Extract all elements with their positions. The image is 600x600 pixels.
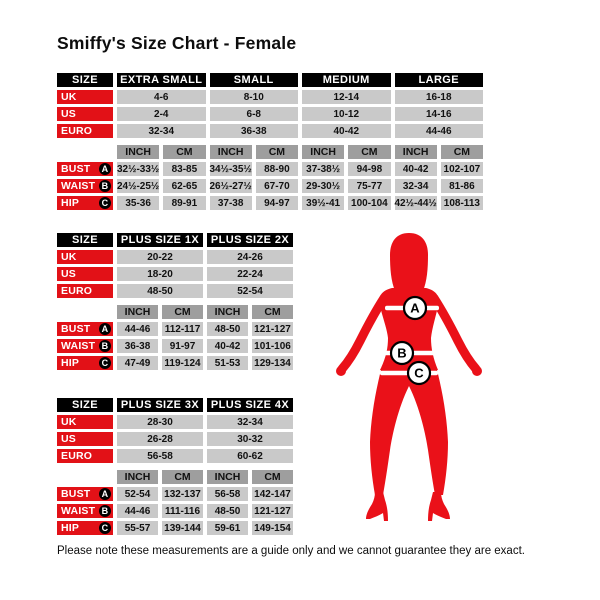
size-value-cell: 44-46	[395, 124, 484, 138]
unit-header-inch: INCH	[395, 145, 437, 159]
size-value-cell: 14-16	[395, 107, 484, 121]
unit-header-cm: CM	[252, 305, 293, 319]
row-label-bust	[57, 487, 113, 501]
silhouette-left-leg	[370, 364, 409, 495]
measurement-inch-cell: 32½-33½	[117, 163, 160, 175]
size-table-plus-1x-2x	[57, 233, 293, 370]
measurement-inch-cell: 42½-44½	[394, 197, 437, 209]
silhouette-right-foot	[428, 492, 450, 521]
units-row-blank	[57, 470, 113, 484]
row-label-uk: UK	[57, 415, 113, 429]
measurement-cm-cell: 94-97	[256, 196, 298, 210]
size-table-plus-3x-4x	[57, 398, 293, 535]
measurement-inch-cell: 47-49	[117, 356, 158, 370]
row-label-bust	[57, 162, 113, 176]
measurement-inch-cell: 44-46	[117, 504, 158, 518]
measurement-inch-cell: 59-61	[207, 521, 248, 535]
column-header-plus-size-1x: PLUS SIZE 1X	[117, 233, 203, 247]
measurement-inch-cell: 26½-27½	[209, 180, 252, 192]
measurement-cm-cell: 88-90	[256, 162, 298, 176]
size-value-cell: 24-26	[207, 250, 293, 264]
measurement-cm-cell: 139-144	[162, 521, 203, 535]
size-value-cell: 36-38	[210, 124, 299, 138]
marker-a-badge: A	[99, 323, 111, 335]
hip-marker-letter: C	[414, 365, 424, 381]
measurement-cm-cell: 112-117	[162, 322, 203, 336]
unit-header-inch: INCH	[210, 145, 252, 159]
row-label-text: BUST	[61, 323, 91, 335]
unit-header-inch: INCH	[117, 145, 159, 159]
waist-marker-letter: B	[397, 345, 407, 361]
row-label-us: US	[57, 432, 113, 446]
row-label-waist	[57, 179, 113, 193]
bust-marker-letter: A	[410, 300, 420, 316]
size-column-header: SIZE	[57, 398, 113, 412]
measurement-cm-cell: 89-91	[163, 196, 205, 210]
row-label-text: WAIST	[61, 505, 96, 517]
measurement-inch-cell: 52-54	[117, 487, 158, 501]
silhouette-left-foot	[366, 492, 388, 521]
row-label-text: WAIST	[61, 180, 96, 192]
column-header-large: LARGE	[395, 73, 484, 87]
row-label-uk: UK	[57, 250, 113, 264]
row-label-hip	[57, 196, 113, 210]
measurement-inch-cell: 37-38	[210, 196, 252, 210]
measurement-inch-cell: 48-50	[207, 322, 248, 336]
measurement-inch-cell: 35-36	[117, 196, 159, 210]
row-label-us: US	[57, 267, 113, 281]
row-label-euro: EURO	[57, 449, 113, 463]
female-silhouette-figure	[330, 228, 490, 528]
measurement-inch-cell: 44-46	[117, 322, 158, 336]
measurement-cm-cell: 149-154	[252, 521, 293, 535]
column-header-medium: MEDIUM	[302, 73, 391, 87]
silhouette-head-hair	[390, 233, 428, 294]
marker-c-badge: C	[99, 197, 111, 209]
size-column-header: SIZE	[57, 233, 113, 247]
measurement-inch-cell: 34½-35½	[209, 163, 252, 175]
marker-a-badge: A	[99, 163, 111, 175]
measurement-cm-cell: 67-70	[256, 179, 298, 193]
measurement-cm-cell: 111-116	[162, 504, 203, 518]
measurement-cm-cell: 121-127	[252, 504, 293, 518]
row-label-waist	[57, 339, 113, 353]
unit-header-inch: INCH	[207, 305, 248, 319]
units-row-blank	[57, 145, 113, 159]
row-spacer	[57, 301, 293, 302]
size-value-cell: 6-8	[210, 107, 299, 121]
measurement-cm-cell: 94-98	[348, 162, 390, 176]
measurement-cm-cell: 62-65	[163, 179, 205, 193]
size-value-cell: 32-34	[207, 415, 293, 429]
column-header-plus-size-3x: PLUS SIZE 3X	[117, 398, 203, 412]
unit-header-cm: CM	[441, 145, 483, 159]
measurement-cm-cell: 108-113	[441, 196, 483, 210]
page-title: Smiffy's Size Chart - Female	[57, 33, 297, 53]
unit-header-cm: CM	[163, 145, 205, 159]
row-label-euro: EURO	[57, 284, 113, 298]
row-label-uk: UK	[57, 90, 113, 104]
measurement-inch-cell: 29-30½	[302, 179, 344, 193]
row-label-text: BUST	[61, 163, 91, 175]
units-row-blank	[57, 305, 113, 319]
row-label-euro: EURO	[57, 124, 113, 138]
column-header-plus-size-4x: PLUS SIZE 4X	[207, 398, 293, 412]
measurement-inch-cell: 37-38½	[302, 162, 344, 176]
row-label-waist	[57, 504, 113, 518]
size-table-standard	[57, 73, 483, 210]
marker-b-badge: B	[99, 340, 111, 352]
silhouette-right-hand	[472, 366, 482, 376]
marker-b-badge: B	[99, 505, 111, 517]
row-label-text: HIP	[61, 522, 80, 534]
measurement-cm-cell: 81-86	[441, 179, 483, 193]
row-label-text: BUST	[61, 488, 91, 500]
unit-header-inch: INCH	[207, 470, 248, 484]
size-value-cell: 32-34	[117, 124, 206, 138]
size-value-cell: 12-14	[302, 90, 391, 104]
row-label-text: HIP	[61, 197, 80, 209]
row-label-bust	[57, 322, 113, 336]
unit-header-cm: CM	[162, 305, 203, 319]
female-silhouette-svg	[330, 228, 490, 528]
marker-a-badge: A	[99, 488, 111, 500]
row-spacer	[57, 466, 293, 467]
unit-header-inch: INCH	[117, 470, 158, 484]
unit-header-cm: CM	[348, 145, 390, 159]
size-value-cell: 16-18	[395, 90, 484, 104]
size-value-cell: 2-4	[117, 107, 206, 121]
size-value-cell: 8-10	[210, 90, 299, 104]
measurement-inch-cell: 32-34	[395, 179, 437, 193]
size-value-cell: 28-30	[117, 415, 203, 429]
measurement-inch-cell: 40-42	[207, 339, 248, 353]
silhouette-left-hand	[336, 366, 346, 376]
column-header-plus-size-2x: PLUS SIZE 2X	[207, 233, 293, 247]
size-value-cell: 10-12	[302, 107, 391, 121]
column-header-extra-small: EXTRA SMALL	[117, 73, 206, 87]
measurement-inch-cell: 56-58	[207, 487, 248, 501]
unit-header-inch: INCH	[117, 305, 158, 319]
measurement-cm-cell: 83-85	[163, 162, 205, 176]
measurement-cm-cell: 75-77	[348, 179, 390, 193]
footnote: Please note these measurements are a guide only and we cannot guarantee they are exact.	[57, 545, 525, 557]
measurement-inch-cell: 55-57	[117, 521, 158, 535]
measurement-cm-cell: 142-147	[252, 487, 293, 501]
measurement-cm-cell: 91-97	[162, 339, 203, 353]
silhouette-right-arm	[434, 298, 476, 369]
measurement-cm-cell: 121-127	[252, 322, 293, 336]
row-label-hip	[57, 521, 113, 535]
measurement-cm-cell: 100-104	[348, 196, 390, 210]
marker-c-badge: C	[99, 522, 111, 534]
measurement-inch-cell: 40-42	[395, 162, 437, 176]
size-column-header: SIZE	[57, 73, 113, 87]
measurement-inch-cell: 39½-41	[302, 196, 344, 210]
size-value-cell: 40-42	[302, 124, 391, 138]
measurement-cm-cell: 132-137	[162, 487, 203, 501]
unit-header-inch: INCH	[302, 145, 344, 159]
measurement-inch-cell: 48-50	[207, 504, 248, 518]
row-label-text: WAIST	[61, 340, 96, 352]
row-label-us: US	[57, 107, 113, 121]
measurement-cm-cell: 119-124	[162, 356, 203, 370]
column-header-small: SMALL	[210, 73, 299, 87]
size-value-cell: 52-54	[207, 284, 293, 298]
size-value-cell: 30-32	[207, 432, 293, 446]
row-label-text: HIP	[61, 357, 80, 369]
measurement-cm-cell: 129-134	[252, 356, 293, 370]
size-value-cell: 18-20	[117, 267, 203, 281]
unit-header-cm: CM	[256, 145, 298, 159]
measurement-inch-cell: 24½-25½	[117, 180, 160, 192]
measurement-cm-cell: 102-107	[441, 162, 483, 176]
measurement-inch-cell: 51-53	[207, 356, 248, 370]
size-value-cell: 22-24	[207, 267, 293, 281]
silhouette-left-arm	[342, 298, 384, 369]
marker-c-badge: C	[99, 357, 111, 369]
marker-b-badge: B	[99, 180, 111, 192]
size-value-cell: 4-6	[117, 90, 206, 104]
size-value-cell: 56-58	[117, 449, 203, 463]
row-label-hip	[57, 356, 113, 370]
size-value-cell: 20-22	[117, 250, 203, 264]
size-value-cell: 26-28	[117, 432, 203, 446]
unit-header-cm: CM	[252, 470, 293, 484]
size-value-cell: 60-62	[207, 449, 293, 463]
measurement-inch-cell: 36-38	[117, 339, 158, 353]
measurement-cm-cell: 101-106	[252, 339, 293, 353]
row-spacer	[57, 141, 483, 142]
unit-header-cm: CM	[162, 470, 203, 484]
size-value-cell: 48-50	[117, 284, 203, 298]
